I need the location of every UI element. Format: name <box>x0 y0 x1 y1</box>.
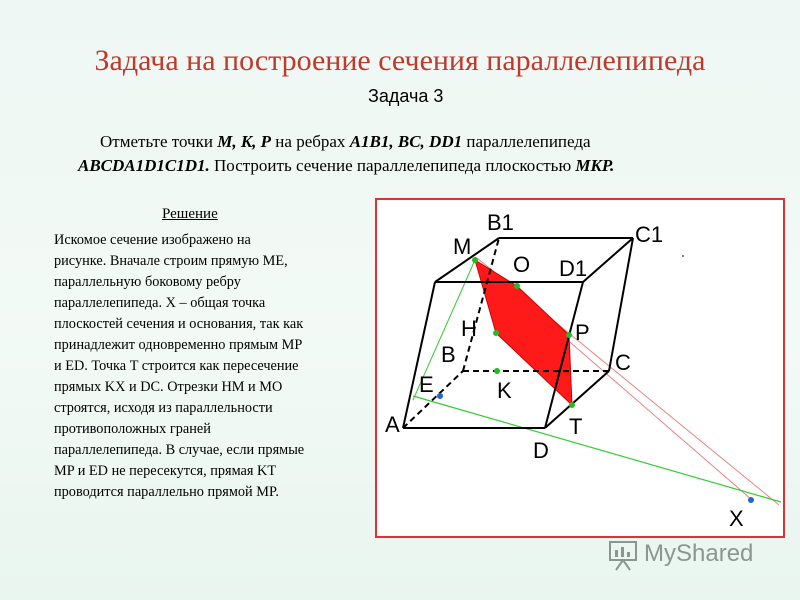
task-line-2 <box>78 154 738 178</box>
solution-line: строятся, исходя из параллельности <box>54 400 273 416</box>
solution-line: и ED. Точка T строится как пересечение <box>54 358 299 374</box>
task-text: Отметьте точки <box>100 132 218 151</box>
parallelepiped-figure <box>375 198 785 538</box>
page-title: Задача на построение сечения параллелепипеда <box>94 44 706 77</box>
solution-line: параллельную боковому ребру <box>54 274 241 290</box>
label-h: H <box>461 316 477 341</box>
label-k: K <box>497 378 512 403</box>
task-text: параллелепипеда <box>462 132 591 151</box>
solution-line: рисунке. Вначале строим прямую ME, <box>54 253 288 269</box>
label-b: B <box>441 342 456 367</box>
edge-a1a <box>403 282 435 428</box>
task-plane: MKP. <box>575 156 615 175</box>
solution-line: MP и ED не пересекутся, прямая KT <box>54 463 277 479</box>
task-edges: A1B1, BC, DD1 <box>349 132 463 151</box>
task-solid-name: ABCDA1D1C1D1. <box>78 156 210 175</box>
point-e <box>437 393 443 399</box>
solution-text <box>54 230 370 503</box>
point-k <box>494 368 500 374</box>
solution-line: принадлежит одновременно прямым MP <box>54 337 303 353</box>
solution-line: прямых KX и DC. Отрезки HM и MO <box>54 379 283 395</box>
solution-heading: Решение <box>162 206 218 222</box>
solution-line: Искомое сечение изображено на <box>54 232 251 248</box>
label-e: E <box>419 372 434 397</box>
solution-line: плоскостей сечения и основания, так как <box>54 316 304 332</box>
task-line-1 <box>78 130 738 154</box>
label-o: O <box>513 252 531 277</box>
solution-line: противоположных граней <box>54 421 211 437</box>
task-statement <box>78 130 738 178</box>
task-number: Задача 3 <box>368 86 444 106</box>
label-t: T <box>569 414 583 439</box>
point-m <box>472 257 478 263</box>
label-x: X <box>729 506 744 531</box>
section-diagram <box>377 200 783 536</box>
label-d1: D1 <box>559 256 588 281</box>
point-p <box>566 332 572 338</box>
solution-line: параллелепипеда. X – общая точка <box>54 295 266 311</box>
construction-line-ed <box>413 396 781 502</box>
task-text: Построить сечение параллелепипеда плоскостью <box>209 156 576 175</box>
label-p: P <box>575 320 590 345</box>
point-h <box>493 330 499 336</box>
stray-dot <box>682 255 684 257</box>
label-b1: B1 <box>487 210 514 235</box>
label-d: D <box>533 438 549 463</box>
point-t <box>569 402 575 408</box>
label-m: M <box>453 234 472 259</box>
label-a: A <box>385 412 400 437</box>
task-points: M, K, P <box>217 132 272 151</box>
solution-line: параллелепипеда. В случае, если прямые <box>54 442 305 458</box>
logo-text: MyShared <box>644 540 754 567</box>
point-x <box>748 497 754 503</box>
solution-line: проводится параллельно прямой MP. <box>54 484 279 500</box>
task-text: на ребрах <box>271 132 350 151</box>
myshared-logo[interactable] <box>606 538 776 572</box>
label-c: C <box>615 350 631 375</box>
presentation-board-icon <box>606 538 640 572</box>
point-o <box>514 283 520 289</box>
label-c1: C1 <box>635 222 664 247</box>
